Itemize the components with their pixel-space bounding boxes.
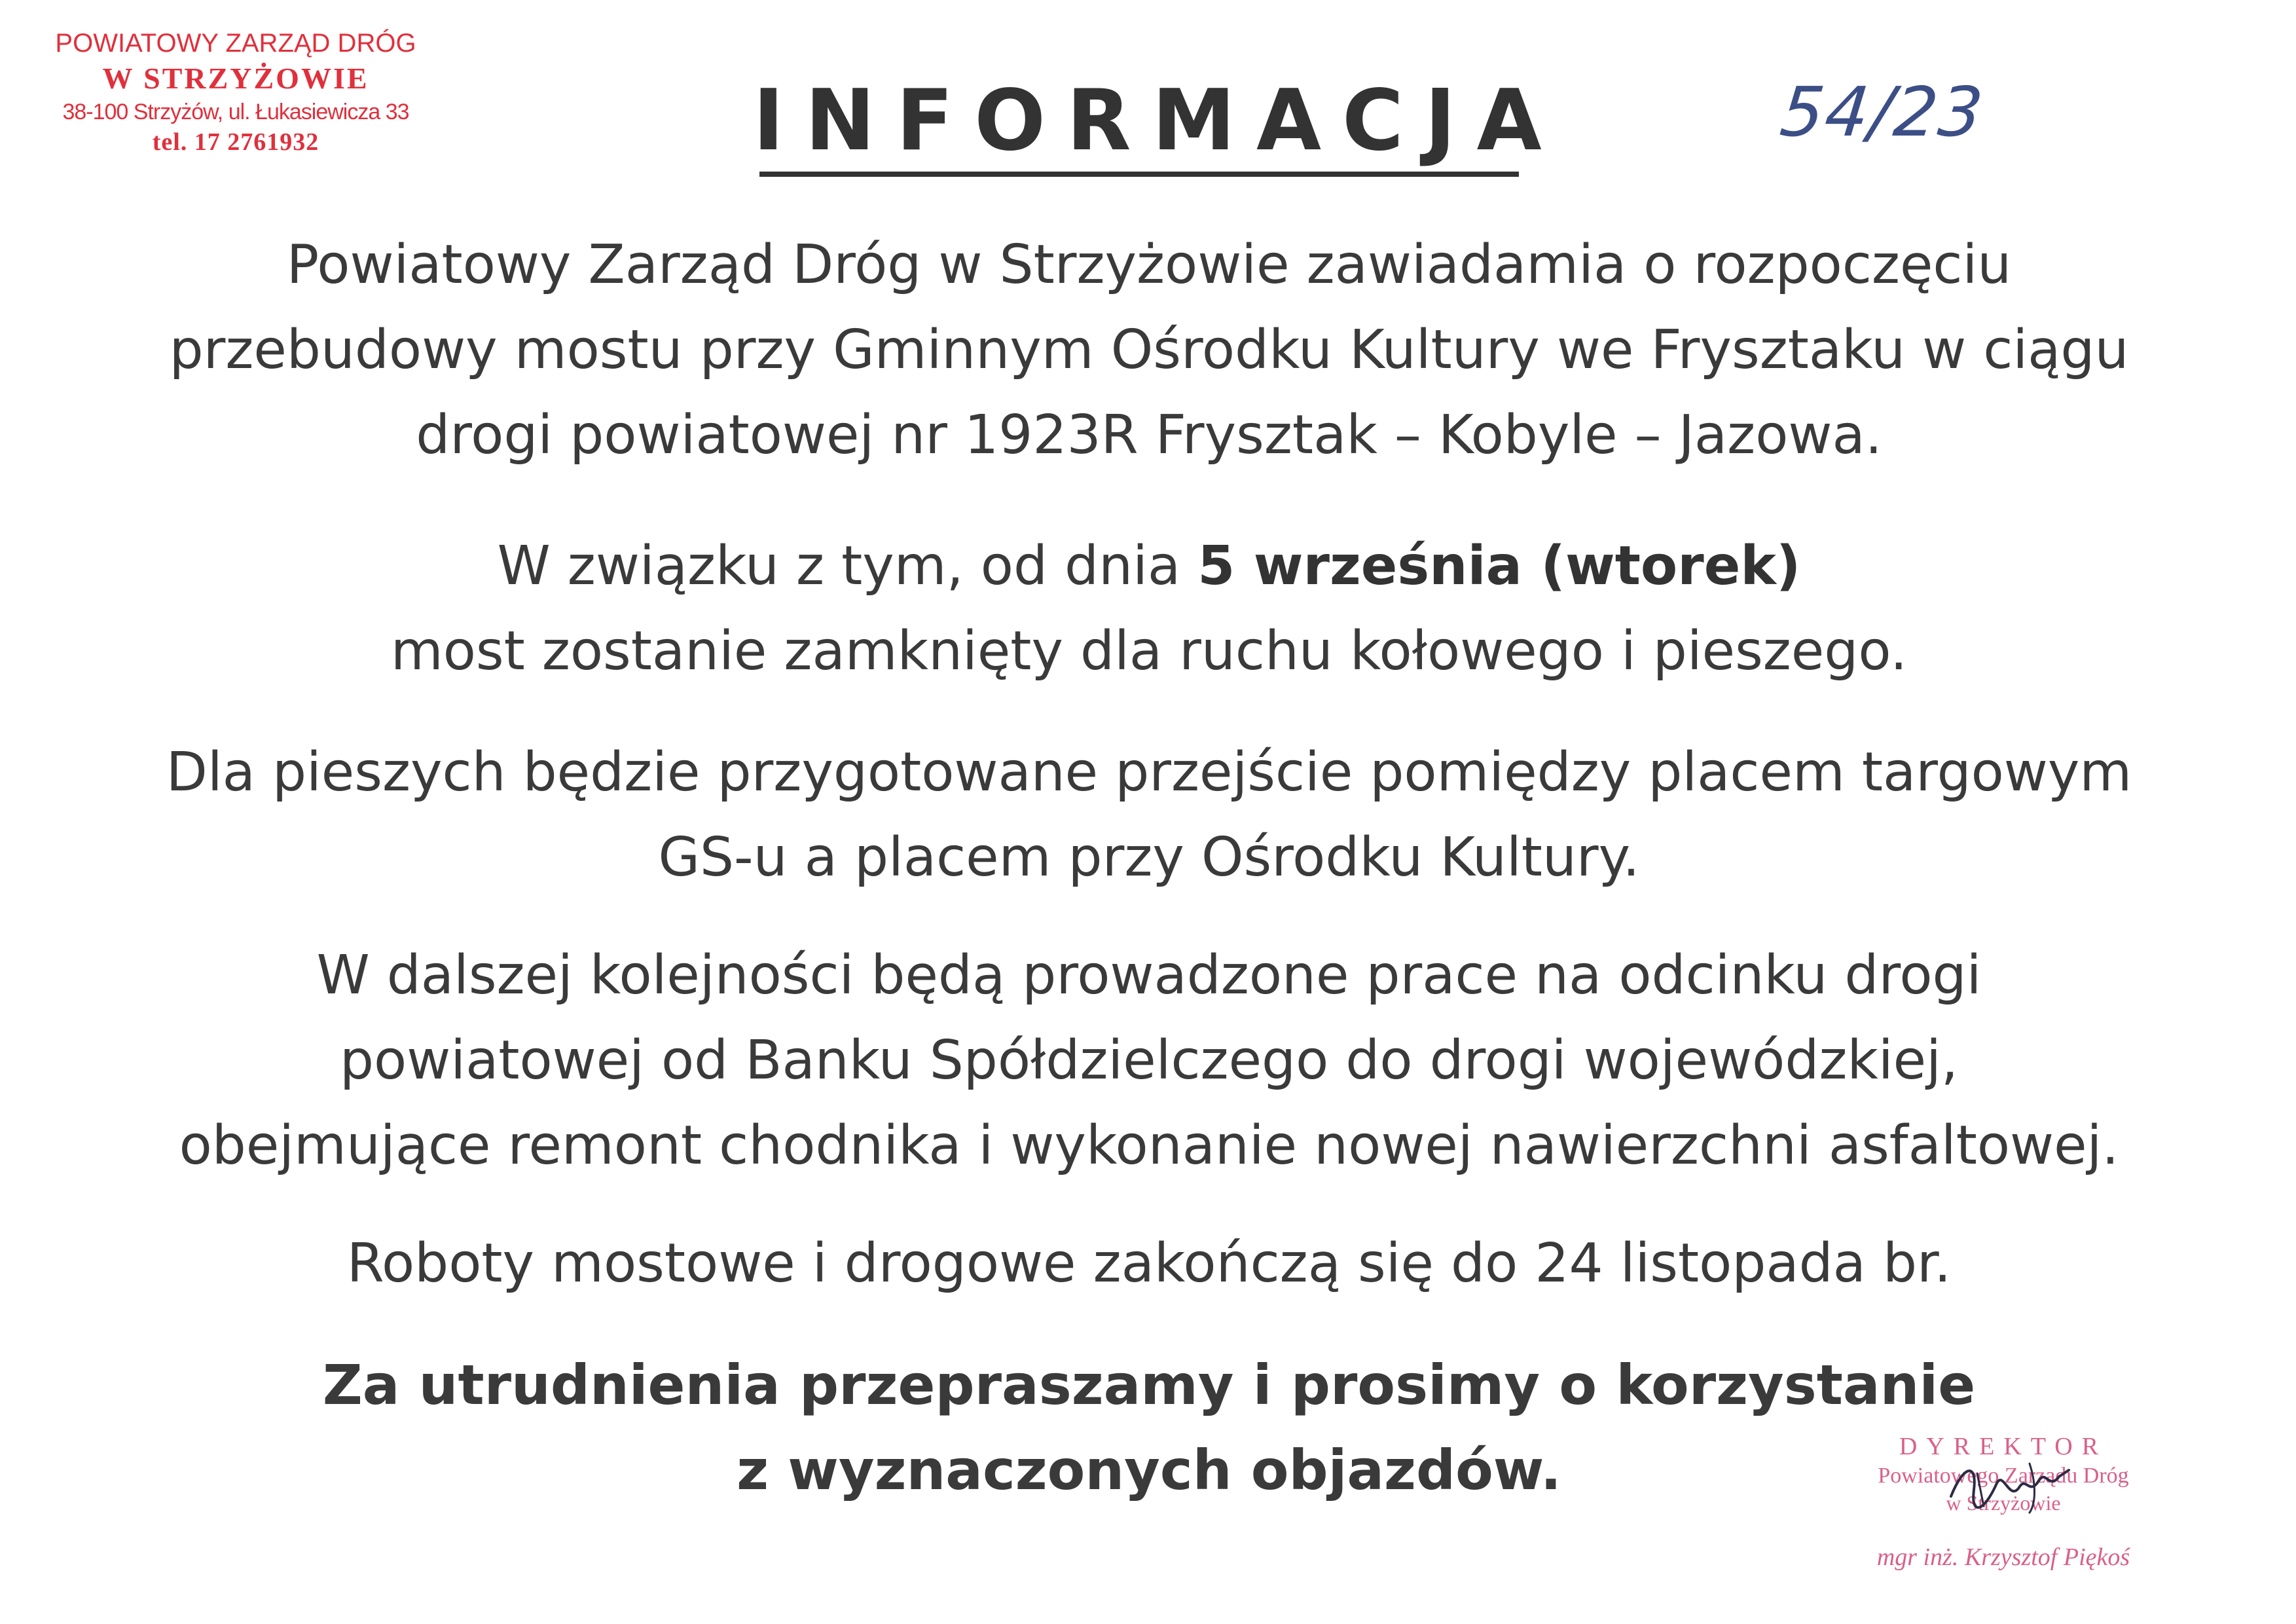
text-line: W dalszej kolejności będą prowadzone prace na odcinku drogi <box>316 944 1982 1006</box>
text-line: Roboty mostowe i drogowe zakończą się do 24 listopada br. <box>346 1232 1952 1295</box>
stamp-phone: tel. 17 2761932 <box>152 128 319 156</box>
text-line: przebudowy mostu przy Gminnym Ośrodku Kultury we Frysztaku w ciągu <box>169 319 2129 381</box>
handwritten-registry-number: 54/23 <box>1776 72 1988 152</box>
text-line <box>52 524 2246 609</box>
text-line: Powiatowy Zarząd Dróg w Strzyżowie zawiadamia o rozpoczęciu <box>286 234 2012 296</box>
paragraph-completion <box>52 1221 2246 1306</box>
director-org: Powiatowego Zarządu Dróg <box>1878 1464 2129 1488</box>
title-underline <box>759 172 1519 177</box>
paragraph-pedestrians <box>52 730 2246 900</box>
text-line: powiatowej od Banku Spółdzielczego do drogi wojewódzkiej, <box>340 1029 1958 1092</box>
text-line: z wyznaczonych objazdów. <box>737 1438 1561 1502</box>
stamp-org-city: W STRZYŻOWIE <box>102 62 369 95</box>
director-name: mgr inż. Krzysztof Piękoś <box>1876 1543 2130 1571</box>
stamp-address: 38-100 Strzyżów, ul. Łukasiewicza 33 <box>62 100 409 124</box>
text-line: obejmujące remont chodnika i wykonanie nowej nawierzchni asfaltowej. <box>179 1115 2119 1177</box>
document-title: INFORMACJA <box>753 72 1563 170</box>
text-line: drogi powiatowej nr 1923R Frysztak – Kobyle – Jazowa. <box>416 404 1882 466</box>
closure-prefix: W związku z tym, od dnia <box>497 535 1198 597</box>
paragraph-further-works <box>52 933 2246 1189</box>
handwritten-signature <box>1938 1450 2082 1522</box>
closure-date: 5 września (wtorek) <box>1197 535 1801 597</box>
header-stamp <box>39 26 432 157</box>
text-line: Dla pieszych będzie przygotowane przejście pomiędzy placem targowym <box>166 741 2132 803</box>
director-title: DYREKTOR <box>1899 1433 2108 1460</box>
text-line: GS-u a placem przy Ośrodku Kultury. <box>658 826 1640 889</box>
paragraph-announcement <box>52 223 2246 478</box>
paragraph-closure <box>52 524 2246 694</box>
text-line: most zostanie zamknięty dla ruchu kołowego i pieszego. <box>390 620 1908 682</box>
text-line: Za utrudnienia przepraszamy i prosimy o korzystanie <box>322 1353 1976 1417</box>
director-city: w Strzyżowie <box>1946 1491 2061 1515</box>
stamp-org-name: POWIATOWY ZARZĄD DRÓG <box>55 29 416 58</box>
